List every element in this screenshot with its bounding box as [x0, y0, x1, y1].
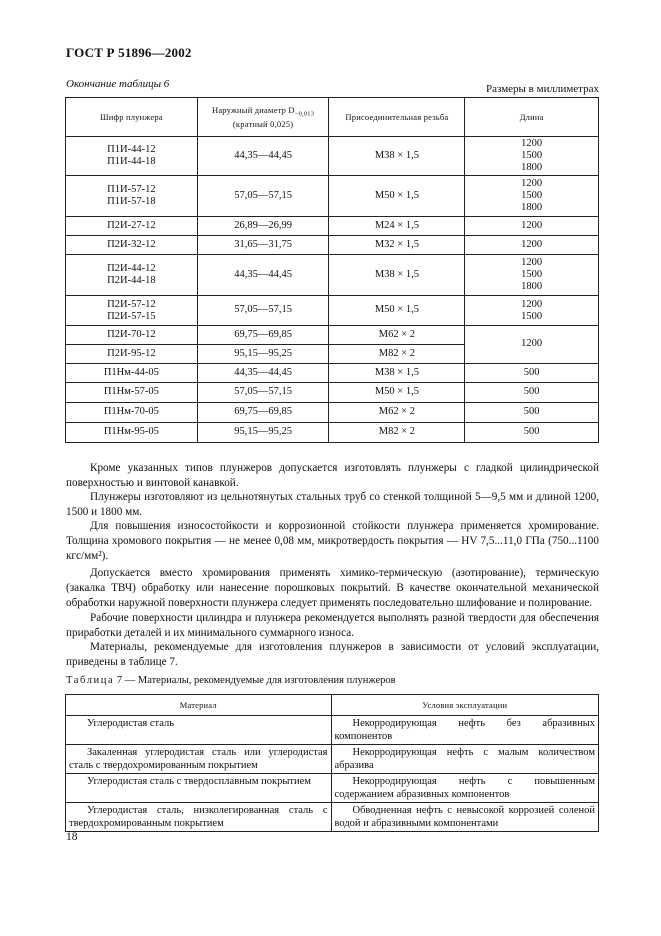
table-row [66, 217, 599, 236]
cell-thread: М32 × 1,5 [329, 236, 465, 255]
cell-material: Закаленная углеродистая сталь или углеродистая сталь с твердохромированным покрытием [66, 745, 332, 774]
cell-thread: М50 × 1,5 [329, 383, 465, 403]
paragraph-3: Для повышения износостойкости и коррозионной стойкости плунжера применяется хромирование. Толщина хромового покрытия — не менее 0,08 мм, микротвердость покрытия — HV 7,5...11,0 ГПа (750...1100 кгс/мм²). [66, 520, 599, 562]
header-diameter [197, 98, 329, 137]
cell-diameter: 57,05—57,15 [197, 176, 329, 217]
cell-diameter: 44,35—44,45 [197, 255, 329, 296]
table-row [66, 326, 599, 345]
cell-diameter: 44,35—44,45 [197, 364, 329, 383]
header-thread: Присоединительная резьба [329, 98, 465, 137]
cell-conditions: Обводненная нефть с невысокой коррозией соленой водой и абразивными компонентами [331, 803, 599, 832]
table-row [66, 255, 599, 296]
cell-length: 500 [465, 383, 599, 403]
cell-code: П1И-44-12 П1И-44-18 [66, 137, 198, 176]
header-code: Шифр плунжера [66, 98, 198, 137]
cell-material: Углеродистая сталь с твердосплавным покрытием [66, 774, 332, 803]
cell-length: 1200 1500 [465, 296, 599, 326]
cell-code: П1Нм-95-05 [66, 423, 198, 443]
table7-caption-label: Таблица [66, 675, 115, 686]
header-material: Материал [66, 695, 332, 716]
header-diameter-note: (кратный 0,025) [232, 119, 294, 130]
table-row [66, 383, 599, 403]
cell-thread: М82 × 2 [329, 345, 465, 364]
table-6 [65, 97, 599, 443]
paragraph-5: Рабочие поверхности цилиндра и плунжера рекомендуется выполнять разной твердости для обеспечения приработки деталей и их минимального суммарного износа. [66, 612, 599, 639]
cell-diameter: 57,05—57,15 [197, 383, 329, 403]
cell-conditions: Некорродирующая нефть с малым количеством абразива [331, 745, 599, 774]
table-row [66, 176, 599, 217]
cell-code: П1Нм-44-05 [66, 364, 198, 383]
cell-diameter: 69,75—69,85 [197, 326, 329, 345]
cell-diameter: 26,89—26,99 [197, 217, 329, 236]
table-row [66, 423, 599, 443]
table7-header-row [66, 695, 599, 716]
header-diameter-main: Наружный диаметр D [211, 104, 295, 115]
cell-length-merged: 1200 [465, 326, 599, 364]
cell-code: П2И-70-12 [66, 326, 198, 345]
cell-length: 1200 1500 1800 [465, 255, 599, 296]
table-row [66, 774, 599, 803]
table-row [66, 296, 599, 326]
cell-length: 1200 [465, 217, 599, 236]
cell-material: Углеродистая сталь, низколегированная сталь с твердохромированным покрытием [66, 803, 332, 832]
cell-thread: М38 × 1,5 [329, 137, 465, 176]
paragraph-1: Кроме указанных типов плунжеров допускается изготовлять плунжеры с гладкой цилиндрической поверхностью и винтовой канавкой. [66, 462, 599, 489]
cell-diameter: 69,75—69,85 [197, 403, 329, 423]
table-row [66, 236, 599, 255]
table-row [66, 745, 599, 774]
cell-conditions: Некорродирующая нефть с повышенным содержанием абразивных компонентов [331, 774, 599, 803]
paragraph-2: Плунжеры изготовляют из цельнотянутых стальных труб со стенкой толщиной 5—9,5 мм и длиной 1200, 1500 и 1800 мм. [66, 491, 599, 518]
cell-code: П1Нм-57-05 [66, 383, 198, 403]
cell-code: П2И-57-12 П2И-57-15 [66, 296, 198, 326]
paragraph-6: Материалы, рекомендуемые для изготовления плунжеров в зависимости от условий эксплуатации, приведены в таблице 7. [66, 641, 599, 668]
cell-thread: М24 × 1,5 [329, 217, 465, 236]
table7-caption [66, 675, 396, 686]
cell-diameter: 44,35—44,45 [197, 137, 329, 176]
cell-thread: М82 × 2 [329, 423, 465, 443]
table6-units-note: Размеры в миллиметрах [486, 83, 599, 95]
cell-diameter: 57,05—57,15 [197, 296, 329, 326]
cell-length: 1200 [465, 236, 599, 255]
cell-length: 1200 1500 1800 [465, 137, 599, 176]
cell-material: Углеродистая сталь [66, 716, 332, 745]
cell-code: П2И-95-12 [66, 345, 198, 364]
cell-thread: М62 × 2 [329, 403, 465, 423]
table7-caption-text: 7 — Материалы, рекомендуемые для изготовления плунжеров [116, 675, 396, 686]
table-row [66, 137, 599, 176]
paragraph-4: Допускается вместо хромирования применять химико-термическую (азотирование), термическую (закалка ТВЧ) обработку или нанесение порошковых покрытий. В качестве окончательной механической обработки наружной поверхности плунжера следует применять последовательно шлифование и полирование. [66, 567, 599, 609]
header-diameter-tolerance: −0,013 [294, 110, 315, 118]
cell-length: 1200 1500 1800 [465, 176, 599, 217]
table-row [66, 716, 599, 745]
table-row [66, 364, 599, 383]
table-row [66, 803, 599, 832]
cell-length: 500 [465, 423, 599, 443]
document-title: ГОСТ Р 51896—2002 [66, 45, 192, 60]
cell-diameter: 31,65—31,75 [197, 236, 329, 255]
cell-thread: М50 × 1,5 [329, 176, 465, 217]
cell-diameter: 95,15—95,25 [197, 423, 329, 443]
cell-code: П1Нм-70-05 [66, 403, 198, 423]
cell-code: П2И-27-12 [66, 217, 198, 236]
table-row [66, 403, 599, 423]
cell-length: 500 [465, 403, 599, 423]
cell-thread: М50 × 1,5 [329, 296, 465, 326]
cell-length: 500 [465, 364, 599, 383]
header-conditions: Условия эксплуатации [331, 695, 599, 716]
cell-thread: М62 × 2 [329, 326, 465, 345]
cell-code: П2И-32-12 [66, 236, 198, 255]
cell-code: П2И-44-12 П2И-44-18 [66, 255, 198, 296]
table6-header-row [66, 98, 599, 137]
table6-continuation-caption: Окончание таблицы 6 [66, 78, 170, 90]
cell-thread: М38 × 1,5 [329, 364, 465, 383]
cell-conditions: Некорродирующая нефть без абразивных компонентов [331, 716, 599, 745]
header-length: Длина [465, 98, 599, 137]
table-7 [65, 694, 599, 832]
page-number: 18 [66, 831, 78, 843]
cell-diameter: 95,15—95,25 [197, 345, 329, 364]
cell-code: П1И-57-12 П1И-57-18 [66, 176, 198, 217]
cell-thread: М38 × 1,5 [329, 255, 465, 296]
